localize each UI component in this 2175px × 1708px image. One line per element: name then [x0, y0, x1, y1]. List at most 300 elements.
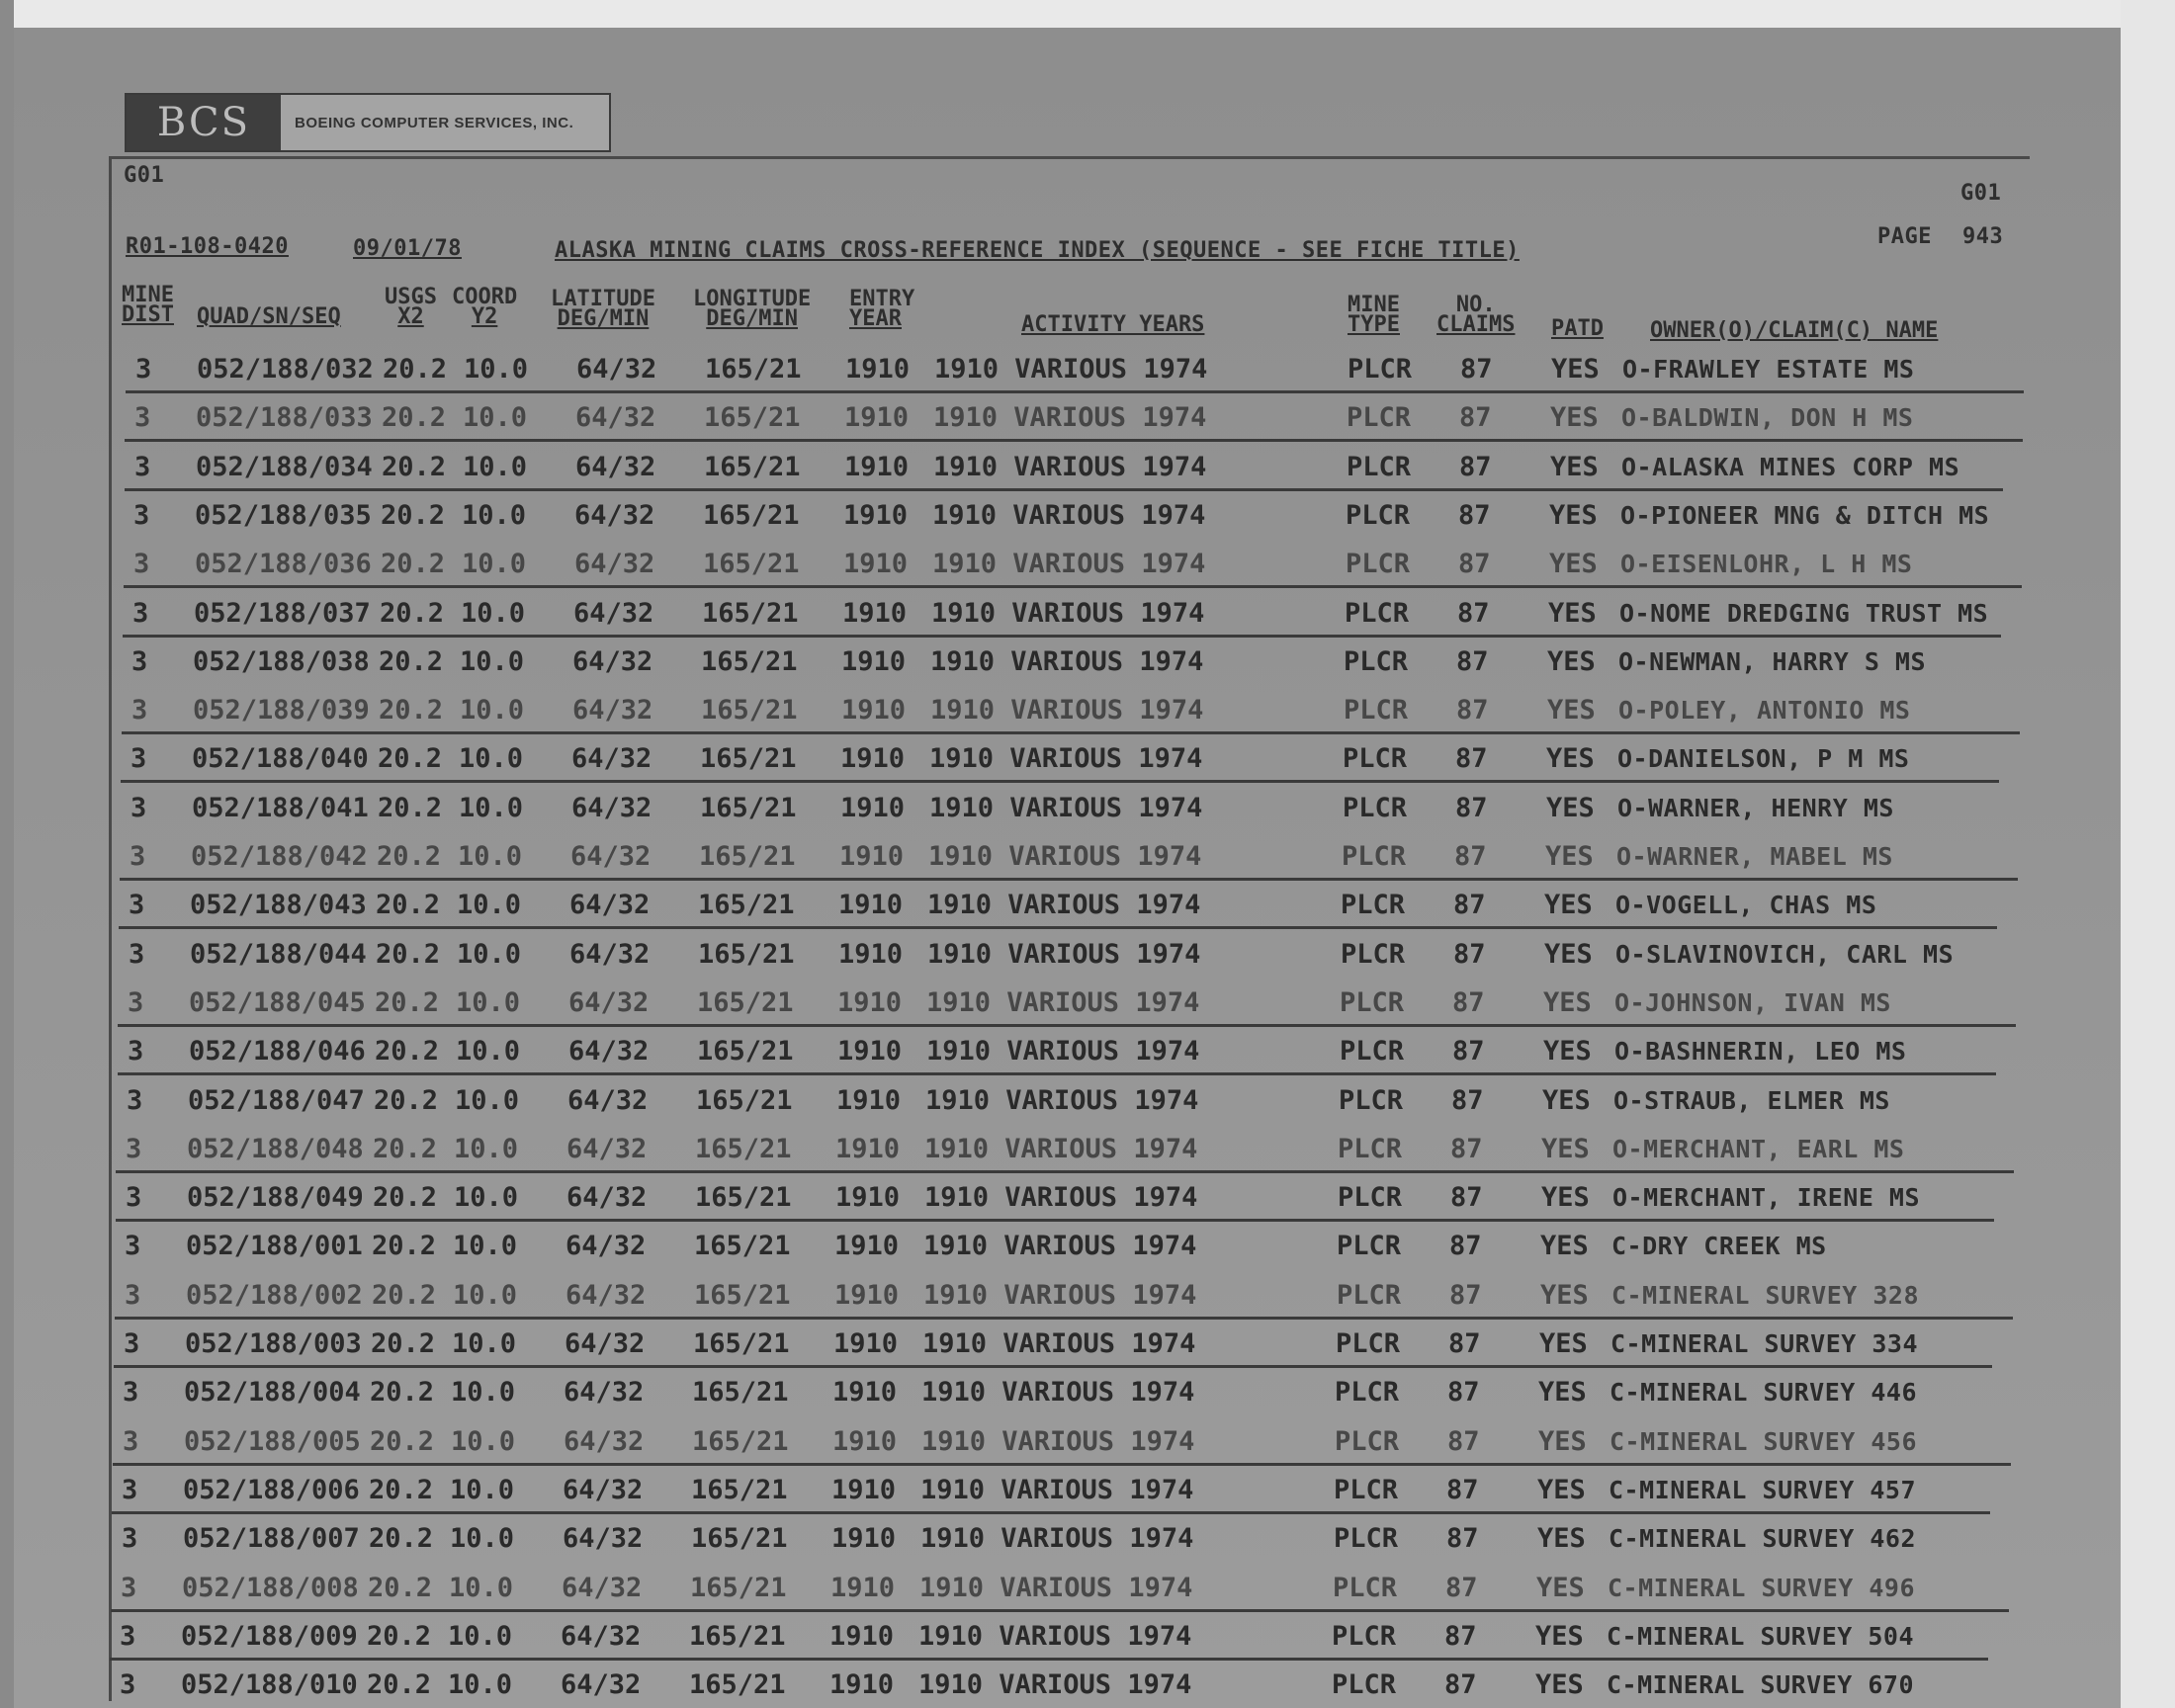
cell-entry-year: 1910 [842, 598, 908, 629]
cell-entry-year: 1910 [838, 890, 904, 920]
row-rule [114, 1365, 1992, 1368]
cell-mine-type: PLCR [1344, 646, 1409, 677]
table-row [98, 1516, 2016, 1562]
cell-claims: 87 [1455, 743, 1488, 774]
cell-dist: 3 [135, 354, 152, 384]
cell-entry-year: 1910 [840, 743, 906, 774]
cell-activity-years: 1910 VARIOUS 1974 [925, 1085, 1199, 1116]
cell-usgs-x: 20.2 [375, 1036, 440, 1067]
cell-quad: 052/188/047 [188, 1085, 365, 1116]
cell-quad: 052/188/048 [187, 1134, 364, 1164]
table-row [105, 932, 2023, 978]
cell-mine-type: PLCR [1338, 1182, 1403, 1213]
cell-latitude: 64/32 [573, 598, 654, 629]
cell-dist: 3 [123, 1377, 139, 1408]
cell-patd: YES [1544, 890, 1593, 920]
cell-latitude: 64/32 [570, 841, 652, 872]
cell-mine-type: PLCR [1337, 1231, 1402, 1261]
frame-id-left: G01 [124, 163, 165, 188]
cell-claims: 87 [1460, 354, 1493, 384]
cell-usgs-x: 20.2 [381, 549, 446, 579]
cell-owner: C-MINERAL SURVEY 456 [1610, 1427, 1918, 1456]
cell-dist: 3 [130, 743, 147, 774]
cell-activity-years: 1910 VARIOUS 1974 [929, 743, 1203, 774]
row-rule [111, 1609, 2009, 1612]
cell-latitude: 64/32 [568, 987, 650, 1018]
bcs-logo [125, 93, 611, 152]
cell-usgs-x: 20.2 [376, 939, 441, 970]
cell-entry-year: 1910 [841, 646, 907, 677]
cell-claims: 87 [1452, 1036, 1485, 1067]
cell-coord-y: 10.0 [464, 354, 529, 384]
cell-entry-year: 1910 [844, 452, 910, 482]
cell-coord-y: 10.0 [460, 695, 525, 726]
row-rule [119, 926, 1997, 929]
cell-claims: 87 [1446, 1475, 1479, 1505]
cell-longitude: 165/21 [689, 1621, 786, 1652]
cell-longitude: 165/21 [694, 1231, 791, 1261]
cell-mine-type: PLCR [1347, 452, 1412, 482]
frame-id-right: G01 [1960, 181, 2002, 206]
cell-activity-years: 1910 VARIOUS 1974 [919, 1573, 1193, 1603]
cell-owner: O-WARNER, MABEL MS [1616, 842, 1893, 871]
row-rule [118, 1024, 2016, 1027]
cell-mine-type: PLCR [1346, 500, 1411, 531]
cell-usgs-x: 20.2 [382, 402, 447, 433]
cell-quad: 052/188/041 [192, 793, 369, 823]
cell-patd: YES [1546, 743, 1595, 774]
cell-quad: 052/188/049 [187, 1182, 364, 1213]
cell-coord-y: 10.0 [452, 1328, 517, 1359]
cell-mine-type: PLCR [1337, 1280, 1402, 1311]
cell-coord-y: 10.0 [451, 1426, 516, 1457]
cell-quad: 052/188/035 [195, 500, 372, 531]
cell-latitude: 64/32 [568, 1036, 650, 1067]
cell-usgs-x: 20.2 [376, 890, 441, 920]
cell-claims: 87 [1451, 1085, 1484, 1116]
table-row [102, 1175, 2020, 1221]
cell-mine-type: PLCR [1344, 695, 1409, 726]
cell-entry-year: 1910 [845, 354, 911, 384]
table-row [99, 1419, 2017, 1465]
cell-patd: YES [1543, 987, 1592, 1018]
cell-claims: 87 [1457, 598, 1490, 629]
cell-quad: 052/188/045 [189, 987, 366, 1018]
cell-activity-years: 1910 VARIOUS 1974 [923, 1280, 1197, 1311]
table-row [111, 395, 2029, 441]
cell-latitude: 64/32 [566, 1280, 647, 1311]
cell-claims: 87 [1450, 1134, 1483, 1164]
cell-mine-type: PLCR [1340, 987, 1405, 1018]
cell-owner: C-MINERAL SURVEY 462 [1609, 1524, 1917, 1553]
cell-claims: 87 [1456, 646, 1489, 677]
cell-coord-y: 10.0 [456, 1036, 521, 1067]
cell-latitude: 64/32 [564, 1377, 645, 1408]
cell-coord-y: 10.0 [448, 1669, 513, 1700]
col-activity-years: ACTIVITY YEARS [1021, 312, 1205, 337]
cell-activity-years: 1910 VARIOUS 1974 [918, 1669, 1192, 1700]
cell-dist: 3 [133, 500, 150, 531]
cell-latitude: 64/32 [574, 549, 655, 579]
cell-mine-type: PLCR [1336, 1328, 1401, 1359]
row-rule [113, 1463, 2011, 1466]
cell-latitude: 64/32 [562, 1573, 643, 1603]
table-row [101, 1224, 2019, 1269]
cell-dist: 3 [128, 987, 144, 1018]
cell-patd: YES [1542, 1085, 1591, 1116]
col-patd: PATD [1551, 316, 1604, 341]
cell-quad: 052/188/010 [181, 1669, 358, 1700]
col-coord: COORD Y2 [452, 285, 518, 329]
cell-usgs-x: 20.2 [369, 1475, 434, 1505]
cell-mine-type: PLCR [1335, 1377, 1400, 1408]
cell-quad: 052/188/005 [184, 1426, 361, 1457]
cell-latitude: 64/32 [566, 1134, 648, 1164]
cell-dist: 3 [126, 1134, 142, 1164]
cell-latitude: 64/32 [567, 1085, 649, 1116]
cell-usgs-x: 20.2 [369, 1523, 434, 1554]
cell-dist: 3 [121, 1573, 137, 1603]
cell-latitude: 64/32 [575, 452, 656, 482]
cell-claims: 87 [1456, 695, 1489, 726]
cell-quad: 052/188/007 [183, 1523, 360, 1554]
cell-dist: 3 [125, 1231, 141, 1261]
cell-usgs-x: 20.2 [373, 1134, 438, 1164]
cell-activity-years: 1910 VARIOUS 1974 [924, 1182, 1198, 1213]
cell-claims: 87 [1455, 793, 1488, 823]
page-label: PAGE [1877, 224, 1932, 249]
cell-patd: YES [1547, 695, 1596, 726]
cell-claims: 87 [1444, 1669, 1477, 1700]
cell-entry-year: 1910 [844, 402, 910, 433]
cell-latitude: 64/32 [563, 1475, 644, 1505]
cell-claims: 87 [1445, 1573, 1478, 1603]
cell-owner: O-BALDWIN, DON H MS [1621, 403, 1914, 432]
cell-claims: 87 [1458, 549, 1491, 579]
cell-entry-year: 1910 [841, 695, 907, 726]
cell-longitude: 165/21 [697, 1036, 794, 1067]
logo-mark: BCS [127, 95, 281, 150]
cell-claims: 87 [1459, 452, 1492, 482]
cell-claims: 87 [1454, 841, 1487, 872]
table-row [99, 1370, 2017, 1415]
cell-activity-years: 1910 VARIOUS 1974 [923, 1231, 1197, 1261]
col-mine-dist: MINE DIST [122, 283, 174, 327]
cell-usgs-x: 20.2 [382, 452, 447, 482]
cell-claims: 87 [1448, 1328, 1481, 1359]
cell-usgs-x: 20.2 [379, 695, 444, 726]
cell-patd: YES [1538, 1377, 1587, 1408]
row-rule [118, 1072, 1996, 1075]
cell-patd: YES [1548, 598, 1597, 629]
logo-text: BOEING COMPUTER SERVICES, INC. [295, 114, 574, 131]
cell-dist: 3 [134, 452, 151, 482]
cell-usgs-x: 20.2 [379, 646, 444, 677]
cell-dist: 3 [127, 1085, 143, 1116]
cell-owner: C-MINERAL SURVEY 457 [1609, 1476, 1917, 1504]
cell-activity-years: 1910 VARIOUS 1974 [926, 987, 1200, 1018]
cell-quad: 052/188/038 [193, 646, 370, 677]
cell-quad: 052/188/006 [183, 1475, 360, 1505]
cell-usgs-x: 20.2 [370, 1426, 435, 1457]
cell-coord-y: 10.0 [457, 890, 522, 920]
cell-coord-y: 10.0 [453, 1231, 518, 1261]
cell-claims: 87 [1452, 987, 1485, 1018]
cell-longitude: 165/21 [691, 1523, 788, 1554]
cell-owner: O-EISENLOHR, L H MS [1620, 550, 1913, 578]
cell-owner: C-MINERAL SURVEY 670 [1607, 1670, 1915, 1699]
cell-coord-y: 10.0 [453, 1280, 518, 1311]
table-row [97, 1566, 2015, 1611]
cell-activity-years: 1910 VARIOUS 1974 [924, 1134, 1198, 1164]
row-rule [116, 1170, 2014, 1173]
cell-activity-years: 1910 VARIOUS 1974 [928, 841, 1202, 872]
cell-coord-y: 10.0 [459, 793, 524, 823]
cell-activity-years: 1910 VARIOUS 1974 [921, 1426, 1195, 1457]
cell-longitude: 165/21 [700, 793, 797, 823]
cell-quad: 052/188/036 [195, 549, 372, 579]
cell-patd: YES [1535, 1621, 1584, 1652]
cell-claims: 87 [1447, 1377, 1480, 1408]
cell-owner: C-MINERAL SURVEY 328 [1611, 1281, 1920, 1310]
cell-patd: YES [1536, 1573, 1585, 1603]
cell-dist: 3 [128, 1036, 144, 1067]
cell-owner: O-FRAWLEY ESTATE MS [1622, 355, 1915, 384]
cell-latitude: 64/32 [572, 646, 653, 677]
cell-mine-type: PLCR [1332, 1669, 1397, 1700]
cell-quad: 052/188/033 [196, 402, 373, 433]
cell-activity-years: 1910 VARIOUS 1974 [930, 646, 1204, 677]
cell-activity-years: 1910 VARIOUS 1974 [931, 598, 1205, 629]
table-row [112, 347, 2030, 392]
cell-coord-y: 10.0 [450, 1475, 515, 1505]
cell-activity-years: 1910 VARIOUS 1974 [920, 1475, 1194, 1505]
cell-dist: 3 [131, 695, 148, 726]
cell-coord-y: 10.0 [461, 598, 526, 629]
cell-latitude: 64/32 [569, 939, 651, 970]
cell-quad: 052/188/039 [193, 695, 370, 726]
cell-entry-year: 1910 [834, 1280, 900, 1311]
cell-longitude: 165/21 [698, 939, 795, 970]
table-row [110, 542, 2028, 587]
cell-mine-type: PLCR [1345, 598, 1410, 629]
table-row [107, 786, 2025, 831]
cell-latitude: 64/32 [565, 1328, 646, 1359]
cell-claims: 87 [1447, 1426, 1480, 1457]
cell-mine-type: PLCR [1348, 354, 1413, 384]
cell-dist: 3 [126, 1182, 142, 1213]
cell-coord-y: 10.0 [460, 646, 525, 677]
cell-latitude: 64/32 [576, 354, 657, 384]
cell-patd: YES [1549, 500, 1598, 531]
cell-longitude: 165/21 [691, 1475, 788, 1505]
cell-entry-year: 1910 [833, 1328, 899, 1359]
row-rule [124, 585, 2022, 588]
cell-usgs-x: 20.2 [371, 1328, 436, 1359]
report-date: 09/01/78 [353, 236, 462, 261]
cell-latitude: 64/32 [561, 1621, 642, 1652]
cell-mine-type: PLCR [1341, 939, 1406, 970]
cell-dist: 3 [123, 1426, 139, 1457]
cell-coord-y: 10.0 [456, 987, 521, 1018]
cell-coord-y: 10.0 [454, 1134, 519, 1164]
cell-entry-year: 1910 [837, 1036, 903, 1067]
cell-quad: 052/188/037 [194, 598, 371, 629]
report-id: R01-108-0420 [126, 234, 289, 259]
cell-dist: 3 [122, 1475, 138, 1505]
cell-quad: 052/188/046 [189, 1036, 366, 1067]
table-row [109, 591, 2027, 637]
table-row [106, 834, 2024, 880]
cell-mine-type: PLCR [1334, 1475, 1399, 1505]
col-claims: NO. CLAIMS [1436, 293, 1516, 337]
cell-entry-year: 1910 [840, 793, 906, 823]
cell-patd: YES [1535, 1669, 1584, 1700]
cell-activity-years: 1910 VARIOUS 1974 [934, 354, 1208, 384]
cell-claims: 87 [1446, 1523, 1479, 1554]
cell-activity-years: 1910 VARIOUS 1974 [927, 890, 1201, 920]
cell-activity-years: 1910 VARIOUS 1974 [932, 500, 1206, 531]
col-mine-type: MINE TYPE [1348, 293, 1400, 337]
cell-patd: YES [1547, 646, 1596, 677]
cell-dist: 3 [134, 402, 151, 433]
cell-patd: YES [1537, 1475, 1586, 1505]
cell-coord-y: 10.0 [462, 549, 527, 579]
cell-owner: C-DRY CREEK MS [1611, 1232, 1827, 1260]
cell-entry-year: 1910 [829, 1621, 895, 1652]
cell-owner: O-NEWMAN, HARRY S MS [1618, 647, 1927, 676]
cell-activity-years: 1910 VARIOUS 1974 [930, 695, 1204, 726]
row-rule [110, 1658, 1988, 1661]
cell-usgs-x: 20.2 [380, 598, 445, 629]
cell-owner: O-PIONEER MNG & DITCH MS [1620, 501, 1990, 530]
cell-claims: 87 [1450, 1182, 1483, 1213]
cell-longitude: 165/21 [697, 987, 794, 1018]
cell-mine-type: PLCR [1340, 1036, 1405, 1067]
film-right-edge [2121, 0, 2175, 1708]
cell-entry-year: 1910 [832, 1377, 898, 1408]
cell-quad: 052/188/040 [192, 743, 369, 774]
cell-coord-y: 10.0 [450, 1523, 515, 1554]
cell-entry-year: 1910 [831, 1523, 897, 1554]
cell-longitude: 165/21 [696, 1085, 793, 1116]
cell-entry-year: 1910 [832, 1426, 898, 1457]
col-longitude: LONGITUDE DEG/MIN [693, 287, 812, 331]
table-row [98, 1468, 2016, 1513]
cell-entry-year: 1910 [834, 1231, 900, 1261]
cell-activity-years: 1910 VARIOUS 1974 [933, 452, 1207, 482]
cell-owner: O-STRAUB, ELMER MS [1613, 1086, 1890, 1115]
cell-claims: 87 [1449, 1280, 1482, 1311]
table-row [108, 688, 2026, 733]
cell-usgs-x: 20.2 [381, 500, 446, 531]
cell-usgs-x: 20.2 [373, 1182, 438, 1213]
cell-dist: 3 [129, 939, 145, 970]
cell-activity-years: 1910 VARIOUS 1974 [918, 1621, 1192, 1652]
cell-longitude: 165/21 [689, 1669, 786, 1700]
cell-latitude: 64/32 [571, 743, 652, 774]
cell-latitude: 64/32 [561, 1669, 642, 1700]
row-rule [123, 635, 2001, 638]
cell-usgs-x: 20.2 [378, 793, 443, 823]
cell-activity-years: 1910 VARIOUS 1974 [920, 1523, 1194, 1554]
cell-owner: O-DANIELSON, P M MS [1617, 744, 1910, 773]
cell-longitude: 165/21 [704, 402, 801, 433]
cell-mine-type: PLCR [1339, 1085, 1404, 1116]
cell-usgs-x: 20.2 [368, 1573, 433, 1603]
cell-entry-year: 1910 [836, 1085, 902, 1116]
cell-mine-type: PLCR [1334, 1523, 1399, 1554]
cell-longitude: 165/21 [695, 1134, 792, 1164]
cell-coord-y: 10.0 [455, 1085, 520, 1116]
cell-owner: O-WARNER, HENRY MS [1617, 794, 1894, 822]
cell-patd: YES [1550, 402, 1599, 433]
table-row [102, 1127, 2020, 1172]
cell-coord-y: 10.0 [459, 743, 524, 774]
cell-activity-years: 1910 VARIOUS 1974 [933, 402, 1207, 433]
cell-longitude: 165/21 [702, 598, 799, 629]
table-row [111, 445, 2029, 490]
cell-dist: 3 [120, 1669, 136, 1700]
cell-quad: 052/188/001 [186, 1231, 363, 1261]
cell-patd: YES [1540, 1280, 1589, 1311]
cell-mine-type: PLCR [1343, 793, 1408, 823]
cell-claims: 87 [1458, 500, 1491, 531]
cell-latitude: 64/32 [564, 1426, 645, 1457]
cell-quad: 052/188/042 [191, 841, 368, 872]
cell-quad: 052/188/009 [181, 1621, 358, 1652]
cell-claims: 87 [1449, 1231, 1482, 1261]
cell-patd: YES [1541, 1182, 1590, 1213]
cell-activity-years: 1910 VARIOUS 1974 [932, 549, 1206, 579]
row-rule [121, 780, 1999, 783]
cell-coord-y: 10.0 [451, 1377, 516, 1408]
cell-entry-year: 1910 [835, 1182, 901, 1213]
cell-usgs-x: 20.2 [372, 1280, 437, 1311]
cell-entry-year: 1910 [837, 987, 903, 1018]
row-rule [125, 488, 2003, 491]
cell-owner: O-ALASKA MINES CORP MS [1621, 453, 1960, 481]
cell-mine-type: PLCR [1346, 549, 1411, 579]
cell-longitude: 165/21 [705, 354, 802, 384]
cell-quad: 052/188/032 [197, 354, 374, 384]
cell-activity-years: 1910 VARIOUS 1974 [922, 1328, 1196, 1359]
cell-claims: 87 [1453, 890, 1486, 920]
cell-quad: 052/188/044 [190, 939, 367, 970]
cell-activity-years: 1910 VARIOUS 1974 [929, 793, 1203, 823]
cell-longitude: 165/21 [690, 1573, 787, 1603]
page-number: 943 [1962, 224, 2004, 249]
cell-quad: 052/188/003 [185, 1328, 362, 1359]
cell-dist: 3 [132, 598, 149, 629]
cell-longitude: 165/21 [693, 1328, 790, 1359]
cell-claims: 87 [1444, 1621, 1477, 1652]
cell-entry-year: 1910 [843, 549, 909, 579]
row-rule [120, 878, 2018, 881]
cell-dist: 3 [124, 1328, 140, 1359]
cell-latitude: 64/32 [566, 1231, 647, 1261]
cell-owner: O-MERCHANT, IRENE MS [1612, 1183, 1921, 1212]
cell-activity-years: 1910 VARIOUS 1974 [926, 1036, 1200, 1067]
row-rule [122, 731, 2020, 734]
cell-coord-y: 10.0 [448, 1621, 513, 1652]
cell-owner: O-SLAVINOVICH, CARL MS [1615, 940, 1955, 969]
cell-mine-type: PLCR [1347, 402, 1412, 433]
row-rule [126, 390, 2024, 393]
cell-mine-type: PLCR [1335, 1426, 1400, 1457]
cell-coord-y: 10.0 [454, 1182, 519, 1213]
row-rule [116, 1219, 1994, 1222]
